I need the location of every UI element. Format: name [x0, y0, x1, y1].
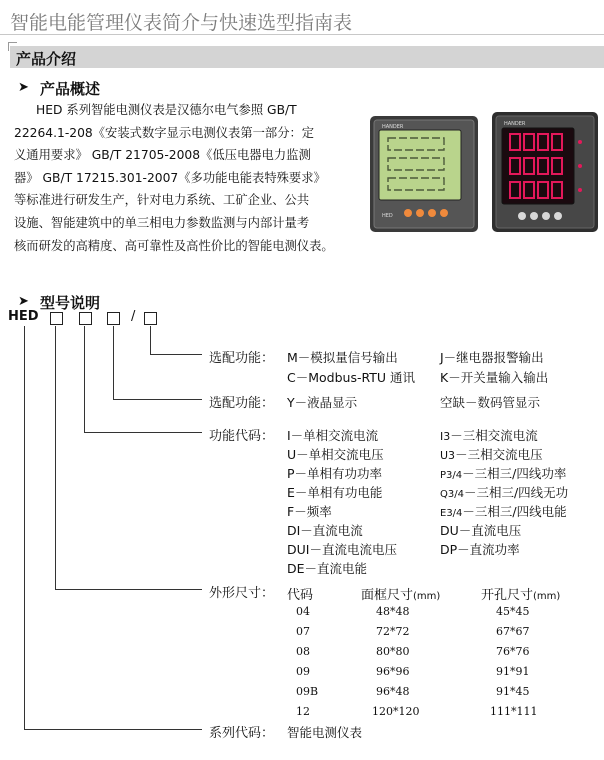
connector-line — [113, 326, 114, 400]
function-code-item: DI－直流电流 — [287, 523, 363, 538]
model-prefix: HED — [8, 309, 39, 324]
function-code-item: I3－三相交流电流 — [440, 428, 538, 443]
section-bar — [10, 46, 604, 68]
connector-line — [84, 432, 202, 433]
model-title: 型号说明 — [40, 294, 101, 312]
brand-text: HANDER — [504, 121, 526, 127]
size-cell-frame: 96*96 — [376, 665, 410, 678]
size-header-cutout: 开孔尺寸(mm) — [481, 588, 561, 603]
overview-line: 等标准进行研发生产，针对电力系统、工矿企业、公共 — [14, 193, 310, 208]
connector-line — [113, 399, 202, 400]
size-cell-cutout: 76*76 — [496, 645, 530, 658]
function-code-item: E－单相有功电能 — [287, 485, 383, 500]
model-slash: / — [131, 309, 136, 324]
size-cell-code: 09B — [296, 685, 319, 698]
series-code-value: 智能电测仪表 — [287, 725, 363, 740]
meter-product-photo — [368, 112, 600, 236]
bullet-arrow-icon: ➤ — [18, 80, 29, 95]
overview-line: 器》 GB/T 17215.301-2007《多功能电能表特殊要求》 — [14, 170, 326, 185]
overview-line: 核而研发的高精度、高可靠性及高性价比的智能电测仪表。 — [14, 238, 334, 253]
connector-line — [84, 326, 85, 433]
size-label: 外形尺寸： — [209, 586, 275, 601]
lcd-meter-image — [370, 116, 478, 232]
function-code-item: U－单相交流电压 — [287, 447, 384, 462]
function-code-label: 功能代码： — [209, 429, 275, 444]
function-code-item: DUI－直流电流电压 — [287, 542, 397, 557]
size-header-frame: 面框尺寸(mm) — [361, 588, 441, 603]
model-tag-text: HED — [382, 213, 393, 219]
size-cell-frame: 80*80 — [376, 645, 410, 658]
size-cell-cutout: 67*67 — [496, 625, 530, 638]
size-cell-code: 09 — [296, 665, 310, 678]
option-function-label: 选配功能： — [209, 351, 275, 366]
size-cell-code: 07 — [296, 625, 310, 638]
overview-line: 22264.1-208《安装式数字显示电测仪表第一部分：定 — [14, 125, 315, 140]
section-title: 产品介绍 — [16, 50, 77, 68]
function-code-item: Q3/4－三相三/四线无功 — [440, 485, 569, 500]
display-option: Y－液晶显示 — [287, 395, 358, 410]
overview-paragraph — [14, 99, 364, 257]
brand-text: HANDER — [382, 124, 404, 130]
overview-line: 义通用要求》 GB/T 21705-2008《低压电器电力监测 — [14, 148, 311, 163]
function-code-item: DE－直流电能 — [287, 561, 368, 576]
connector-line — [55, 326, 56, 590]
size-cell-frame: 120*120 — [372, 705, 420, 718]
size-cell-code: 12 — [296, 705, 310, 718]
connector-line — [150, 354, 202, 355]
size-cell-cutout: 111*111 — [490, 705, 538, 718]
overview-line: HED 系列智能电测仪表是汉德尔电气参照 GB/T — [36, 103, 297, 117]
code-box-option — [144, 312, 157, 325]
function-code-item: I－单相交流电流 — [287, 428, 379, 443]
function-code-item: F－频率 — [287, 504, 332, 519]
size-cell-cutout: 45*45 — [496, 605, 530, 618]
series-code-label: 系列代码： — [209, 726, 275, 741]
size-cell-frame: 96*48 — [376, 685, 410, 698]
overview-line: 设施、智能建筑中的单三相电力参数监测与内部计量考 — [14, 215, 310, 230]
code-box-function — [79, 312, 92, 325]
size-cell-code: 08 — [296, 645, 310, 658]
function-code-item: DP－直流功率 — [440, 542, 520, 557]
function-code-item: P－单相有功功率 — [287, 466, 383, 481]
option-item: K－开关量输入输出 — [440, 370, 549, 385]
option-item: C－Modbus-RTU 通讯 — [287, 370, 416, 385]
size-cell-cutout: 91*45 — [496, 685, 530, 698]
size-cell-cutout: 91*91 — [496, 665, 530, 678]
display-function-label: 选配功能： — [209, 396, 275, 411]
connector-line — [24, 729, 202, 730]
option-item: J－继电器报警输出 — [440, 350, 544, 365]
connector-line — [24, 326, 25, 730]
display-option: 空缺－数码管显示 — [440, 395, 541, 410]
document-title: 智能电能管理仪表简介与快速选型指南表 — [10, 12, 353, 34]
size-cell-frame: 72*72 — [376, 625, 410, 638]
option-item: M－模拟量信号输出 — [287, 350, 398, 365]
size-header-code: 代码 — [287, 588, 314, 603]
size-cell-code: 04 — [296, 605, 310, 618]
size-cell-frame: 48*48 — [376, 605, 410, 618]
function-code-item: E3/4－三相三/四线电能 — [440, 504, 567, 519]
function-code-item: U3－三相交流电压 — [440, 447, 543, 462]
function-code-item: DU－直流电压 — [440, 523, 522, 538]
code-box-display — [107, 312, 120, 325]
title-divider — [0, 34, 604, 35]
function-code-item: P3/4－三相三/四线功率 — [440, 466, 567, 481]
connector-line — [150, 326, 151, 355]
overview-title: 产品概述 — [40, 80, 101, 98]
code-box-series-size — [50, 312, 63, 325]
led-meter-image — [492, 112, 598, 232]
bullet-arrow-icon: ➤ — [18, 294, 29, 309]
connector-line — [55, 589, 202, 590]
